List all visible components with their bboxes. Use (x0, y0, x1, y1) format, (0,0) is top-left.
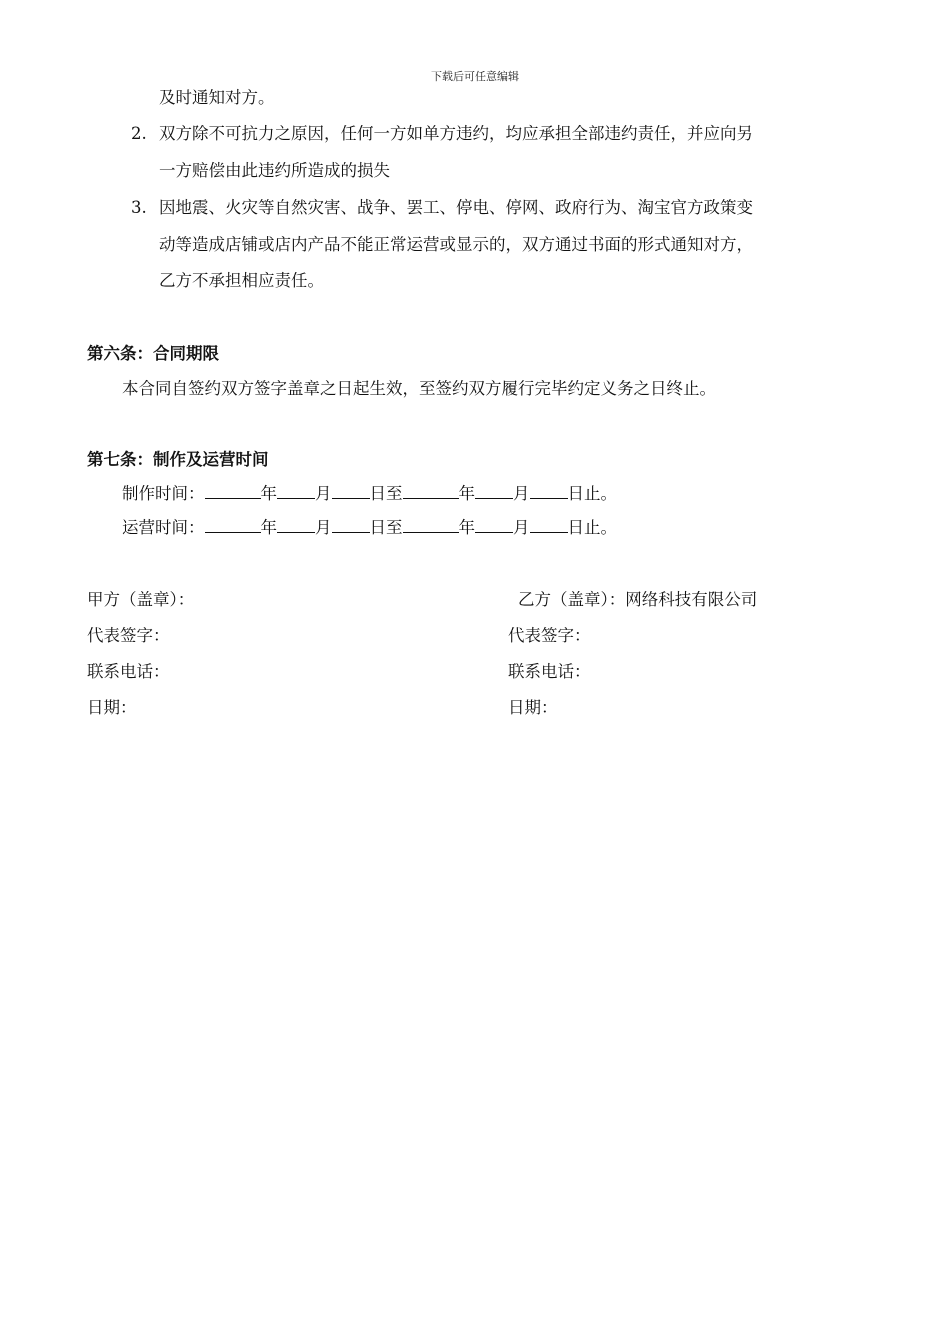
year-label: 年 (260, 484, 277, 503)
clause5-continuation: 及时通知对方。 (159, 88, 275, 107)
blank-field[interactable] (475, 515, 513, 533)
day-end-label: 日止。 (567, 484, 617, 503)
month-label: 月 (315, 484, 332, 503)
operation-time-row (122, 515, 617, 540)
blank-field[interactable] (403, 515, 459, 533)
blank-field[interactable] (205, 481, 261, 499)
blank-field[interactable] (277, 515, 315, 533)
month-label: 月 (513, 484, 530, 503)
blank-field[interactable] (332, 481, 370, 499)
blank-field[interactable] (475, 481, 513, 499)
party-a-rep: 代表签字： (87, 626, 170, 645)
row-label: 运营时间： (122, 518, 205, 537)
day-end-label: 日止。 (567, 518, 617, 537)
clause6-heading: 第六条：合同期限 (87, 344, 219, 363)
list-item-number: 3. (131, 198, 147, 217)
party-b-rep: 代表签字： (508, 626, 591, 645)
party-b-seal: 乙方（盖章）：网络科技有限公司 (518, 590, 758, 609)
list-item-line: 双方除不可抗力之原因，任何一方如单方违约，均应承担全部违约责任，并应向另 (159, 124, 753, 143)
blank-field[interactable] (205, 515, 261, 533)
list-item-line: 动等造成店铺或店内产品不能正常运营或显示的，双方通过书面的形式通知对方， (159, 235, 753, 254)
production-time-row (122, 481, 617, 506)
blank-field[interactable] (403, 481, 459, 499)
year-label: 年 (260, 518, 277, 537)
list-item-number: 2. (131, 124, 147, 143)
row-label: 制作时间： (122, 484, 205, 503)
blank-field[interactable] (277, 481, 315, 499)
list-item-line: 因地震、火灾等自然灾害、战争、罢工、停电、停网、政府行为、淘宝官方政策变 (159, 198, 753, 217)
header-note: 下载后可任意编辑 (431, 70, 519, 83)
blank-field[interactable] (530, 515, 568, 533)
day-to-label: 日至 (369, 518, 403, 537)
party-a-seal: 甲方（盖章）： (87, 590, 195, 609)
clause7-heading: 第七条：制作及运营时间 (87, 450, 269, 469)
party-b-date: 日期： (508, 698, 558, 717)
blank-field[interactable] (530, 481, 568, 499)
month-label: 月 (513, 518, 530, 537)
blank-field[interactable] (332, 515, 370, 533)
party-a-date: 日期： (87, 698, 137, 717)
list-item-line: 乙方不承担相应责任。 (159, 271, 324, 290)
year-label: 年 (458, 518, 475, 537)
clause6-body: 本合同自签约双方签字盖章之日起生效，至签约双方履行完毕约定义务之日终止。 (122, 379, 716, 398)
month-label: 月 (315, 518, 332, 537)
list-item-line: 一方赔偿由此违约所造成的损失 (159, 161, 390, 180)
party-b-phone: 联系电话： (508, 662, 591, 681)
day-to-label: 日至 (369, 484, 403, 503)
year-label: 年 (458, 484, 475, 503)
party-a-phone: 联系电话： (87, 662, 170, 681)
